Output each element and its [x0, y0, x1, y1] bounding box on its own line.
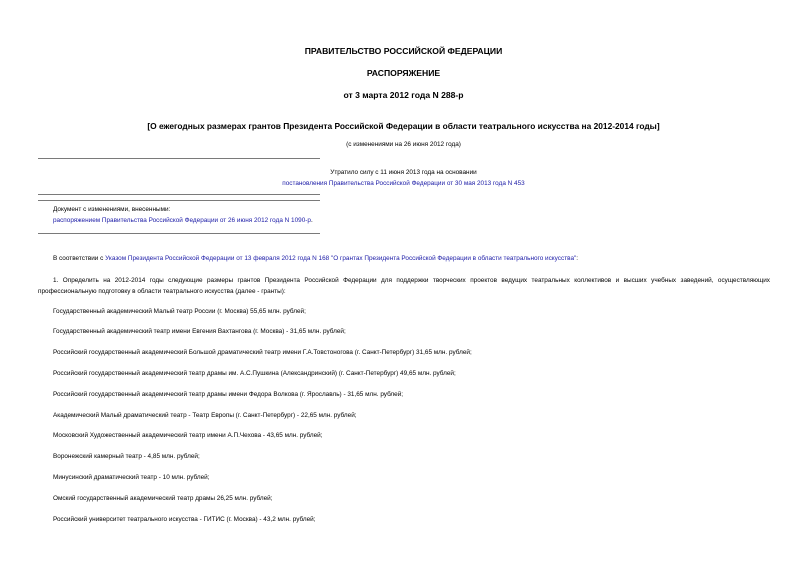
- changes-tail: .: [310, 217, 313, 224]
- divider: [38, 233, 320, 234]
- list-item: Российский государственный академический театр драмы им. А.С.Пушкина (Александринский) (г. Санкт-Петербург) 49,65 млн. рублей;: [53, 370, 456, 377]
- list-item: Государственный академический Малый театр России (г. Москва) 55,65 млн. рублей;: [53, 308, 306, 315]
- intro-prefix: В соответствии с: [53, 255, 106, 262]
- list-item: Российский университет театрального искусства - ГИТИС (г. Москва) - 43,2 млн. рублей;: [53, 516, 316, 523]
- divider: [38, 200, 320, 201]
- list-item: Воронежский камерный театр - 4,85 млн. рублей;: [53, 453, 200, 460]
- list-item: Российский государственный академический Большой драматический театр имени Г.А.Товстоногова (г. Санкт-Петербург) 31,65 млн. рублей;: [53, 349, 472, 356]
- list-item: Российский государственный академический театр драмы имени Федора Волкова (г. Ярославль) - 31,65 млн. рублей;: [53, 391, 404, 398]
- amendment-link[interactable]: распоряжением Правительства Российской Федерации от 26 июня 2012 года N 1090-р: [53, 217, 311, 224]
- doc-type-heading: РАСПОРЯЖЕНИЕ: [366, 68, 441, 78]
- list-item: Московский Художественный академический театр имени А.П.Чехова - 43,65 млн. рублей;: [53, 432, 323, 439]
- changes-label: Документ с изменениями, внесенными:: [53, 206, 171, 213]
- list-item: Государственный академический театр имени Евгения Вахтангова (г. Москва) - 31,65 млн. рублей;: [53, 328, 346, 335]
- divider: [38, 158, 320, 159]
- repeal-link[interactable]: постановления Правительства Российской Федерации от 30 мая 2013 года N 453: [282, 180, 525, 187]
- list-item: Минусинский драматический театр - 10 млн. рублей;: [53, 474, 210, 481]
- status-line: Утратило силу с 11 июня 2013 года на основании: [330, 169, 477, 176]
- org-heading: ПРАВИТЕЛЬСТВО РОССИЙСКОЙ ФЕДЕРАЦИИ: [304, 46, 503, 56]
- divider: [38, 194, 320, 195]
- list-item: Академический Малый драматический театр - Театр Европы (г. Санкт-Петербург) - 22,65 млн. рублей;: [53, 412, 357, 419]
- amended-note: (с изменениями на 26 июня 2012 года): [346, 141, 461, 148]
- list-item: Омский государственный академический театр драмы 26,25 млн. рублей;: [53, 495, 273, 502]
- intro-suffix: :: [576, 255, 579, 262]
- point-1-paragraph: 1. Определить на 2012-2014 годы следующие размеры грантов Президента Российской Федерации для поддержки творческих проектов ведущих театральных коллективов и высших учебных заведений, осуществляющих профессиональную подготовку в области театрального искусства (далее - гранты):: [38, 277, 770, 295]
- document-title: [О ежегодных размерах грантов Президента Российской Федерации в области театрального искусства на 2012-2014 годы]: [147, 121, 660, 131]
- decree-link[interactable]: Указом Президента Российской Федерации от 13 февраля 2012 года N 168 "О грантах Президента Российской Федерации в области театрального искусства": [105, 255, 577, 262]
- date-number-heading: от 3 марта 2012 года N 288-р: [343, 90, 464, 100]
- intro-paragraph: [53, 255, 578, 263]
- changes-line: [53, 217, 313, 225]
